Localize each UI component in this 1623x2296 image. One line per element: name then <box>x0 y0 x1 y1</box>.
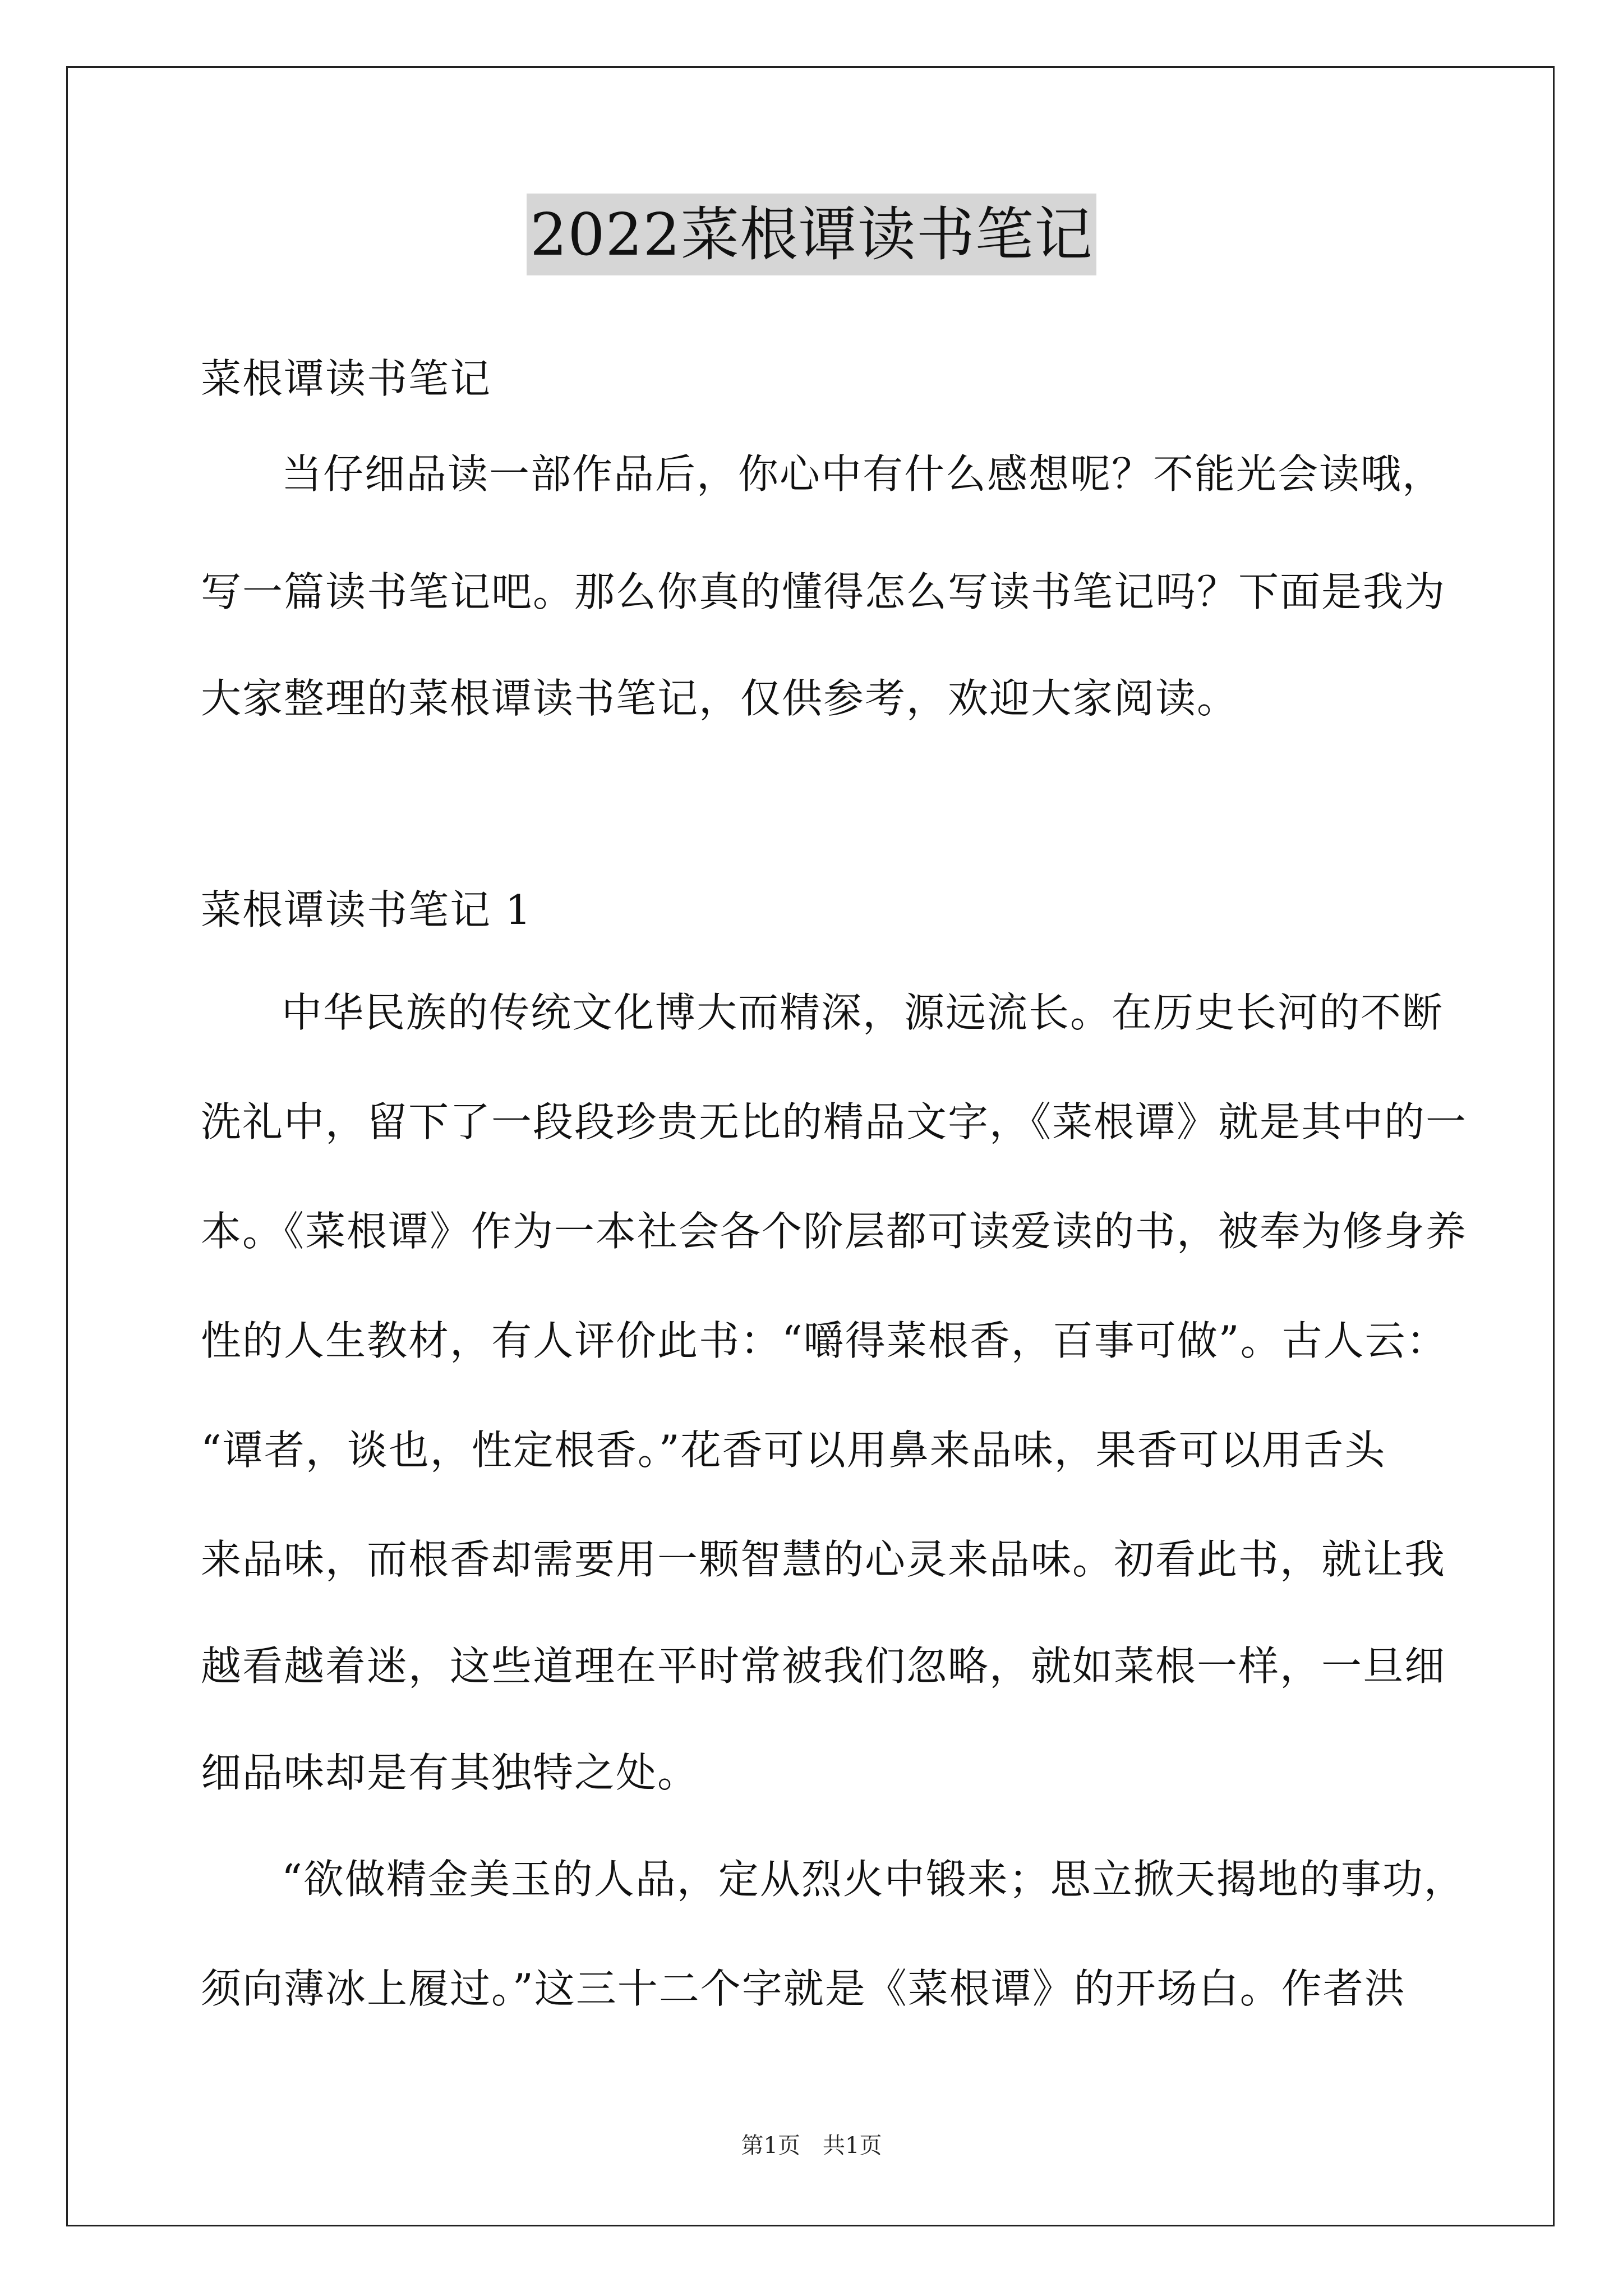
paragraph-line: 来品味，而根香却需要用一颗智慧的心灵来品味。初看此书，就让我 <box>201 1536 1446 1583</box>
paragraph-line: “谭者，谈也，性定根香。”花香可以用鼻来品味，果香可以用舌头 <box>201 1427 1386 1474</box>
document-title: 2022菜根谭读书笔记 <box>527 194 1096 275</box>
paragraph-line: 中华民族的传统文化博大而精深，源远流长。在历史长河的不断 <box>282 989 1444 1036</box>
intro-line-2: 写一篇读书笔记吧。那么你真的懂得怎么写读书笔记吗？下面是我为 <box>201 568 1446 615</box>
paragraph-line: 性的人生教材，有人评价此书：“嚼得菜根香，百事可做”。古人云： <box>201 1317 1448 1364</box>
intro-line-3: 大家整理的菜根谭读书笔记，仅供参考，欢迎大家阅读。 <box>201 675 1239 722</box>
section-heading: 菜根谭读书笔记 1 <box>201 886 532 933</box>
document-subtitle: 菜根谭读书笔记 <box>201 355 492 402</box>
title-container <box>0 194 1623 275</box>
paragraph-line: 洗礼中，留下了一段段珍贵无比的精品文字，《菜根谭》就是其中的一 <box>201 1098 1468 1145</box>
paragraph-line: 本。《菜根谭》作为一本社会各个阶层都可读爱读的书，被奉为修身养 <box>201 1208 1468 1255</box>
paragraph-line: “欲做精金美玉的人品，定从烈火中锻来；思立掀天揭地的事功， <box>282 1856 1465 1903</box>
page-footer: 第1页 共1页 <box>741 2133 882 2159</box>
paragraph-line: 越看越着迷，这些道理在平时常被我们忽略，就如菜根一样，一旦细 <box>201 1642 1446 1690</box>
intro-line-1: 当仔细品读一部作品后，你心中有什么感想呢？不能光会读哦， <box>282 450 1444 498</box>
paragraph-line: 须向薄冰上履过。”这三十二个字就是《菜根谭》的开场白。作者洪 <box>201 1965 1406 2012</box>
paragraph-line: 细品味却是有其独特之处。 <box>201 1749 699 1796</box>
